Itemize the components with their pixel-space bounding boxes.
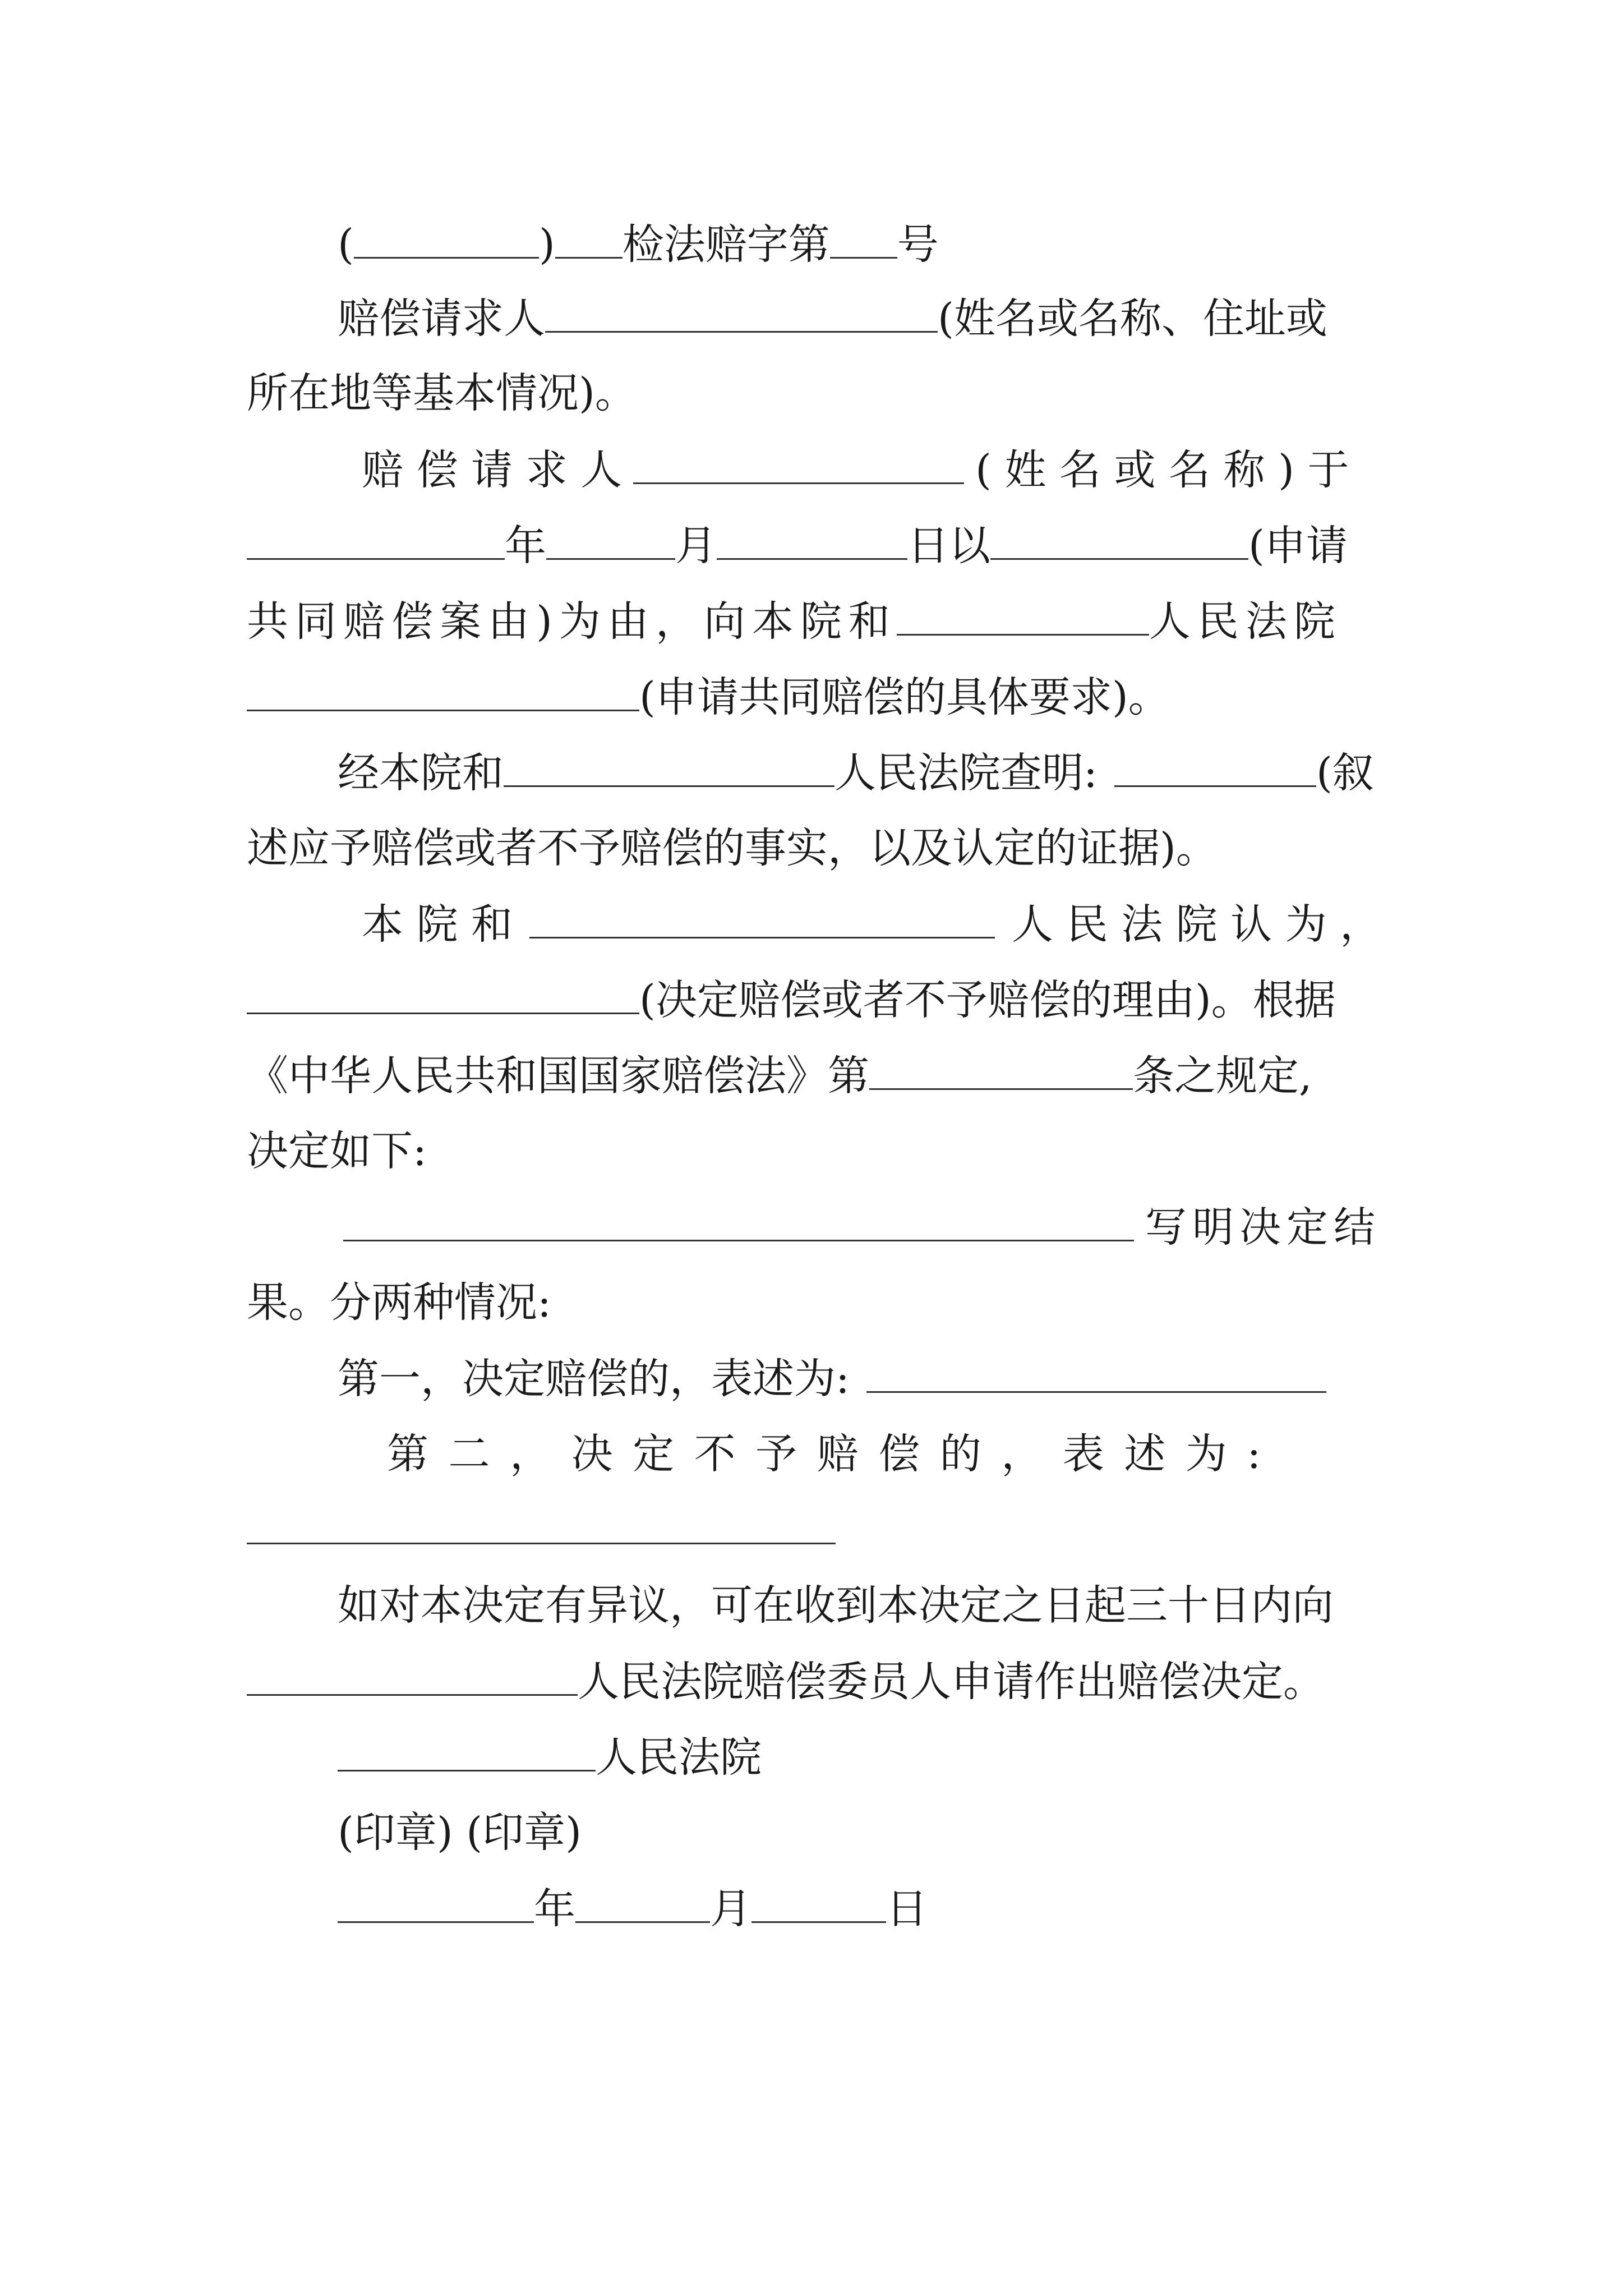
opinion-court-blank: [529, 903, 995, 938]
request-claimant-label: 赔 偿 请 求 人: [362, 446, 623, 494]
request-line-3: [247, 597, 1342, 646]
appeal-line-2: [247, 1658, 1325, 1706]
finding-court-blank: [504, 752, 834, 787]
opinion-line-2: [247, 976, 1336, 1024]
opinion-line-3: [247, 1052, 1312, 1100]
result-note-cont: 果。分两种情况:: [247, 1278, 551, 1327]
claimant-label: 赔偿请求人: [338, 295, 545, 343]
result-line-1: [343, 1203, 1381, 1251]
sign-month-blank: [575, 1888, 710, 1923]
claimant-line-2: [247, 369, 637, 417]
result-blank: [343, 1206, 1134, 1241]
request-line-2: [247, 522, 1348, 570]
sign-month-label: 月: [710, 1885, 751, 1933]
year-label: 年: [505, 522, 546, 570]
finding-start: 经本院和: [338, 749, 504, 797]
year-blank: [354, 223, 539, 259]
seal-line: [338, 1809, 582, 1857]
request-month-blank: [546, 524, 675, 560]
finding-line-2: [247, 824, 1218, 872]
court-abbrev-blank: [555, 223, 623, 259]
law-article-suffix: 条之规定,: [1133, 1052, 1312, 1100]
sign-day-label: 日: [886, 1885, 928, 1933]
decision-lead: 决定如下:: [247, 1127, 427, 1175]
finding-end: (叙: [1316, 749, 1374, 797]
request-cause-text: 共同赔偿案由)为由，向本院和: [247, 597, 897, 646]
compensate-line: [338, 1355, 1326, 1403]
signature-date-line: [338, 1885, 928, 1933]
sign-day-blank: [751, 1888, 886, 1923]
open-paren: (: [338, 220, 354, 269]
doc-number-suffix: 号: [897, 220, 939, 269]
finding-middle: 人民法院查明:: [834, 749, 1098, 797]
appeal-text: 如对本决定有异议，可在收到本决定之日起三十日内向: [338, 1581, 1334, 1630]
appeal-text-cont: 人民法院赔偿委员人申请作出赔偿决定。: [578, 1658, 1325, 1706]
signature-court-blank: [338, 1736, 596, 1772]
opinion-reason-blank: [247, 979, 639, 1014]
opinion-line-1: [362, 900, 1382, 949]
sign-year-blank: [338, 1888, 534, 1923]
no-compensate-text: 第 二 ， 决 定 不 予 赔 偿 的 ， 表 述 为 :: [387, 1430, 1265, 1478]
no-compensate-blank: [247, 1509, 836, 1544]
signature-court-label: 人民法院: [596, 1733, 762, 1782]
request-reason-blank: [990, 524, 1248, 560]
appeal-line-1: [338, 1581, 1334, 1630]
request-year-blank: [247, 524, 505, 560]
request-demand-blank: [247, 676, 639, 711]
opinion-start: 本 院 和: [362, 900, 513, 949]
opinion-line-4: [247, 1127, 427, 1175]
result-line-2: [247, 1278, 551, 1327]
request-line-1: [362, 446, 1349, 494]
no-compensate-blank-line: [247, 1509, 836, 1551]
finding-note: 述应予赔偿或者不予赔偿的事实，以及认定的证据)。: [247, 824, 1218, 872]
day-by-label: 日以: [907, 522, 990, 570]
reason-label: (申请: [1248, 522, 1348, 570]
finding-facts-blank: [1114, 752, 1316, 787]
appeal-court-blank: [247, 1660, 578, 1696]
claimant-blank: [545, 297, 938, 333]
number-blank: [830, 223, 897, 259]
request-claimant-blank: [633, 449, 964, 484]
seal-text: (印章) (印章): [338, 1809, 582, 1857]
law-article-blank: [869, 1055, 1133, 1090]
no-compensate-line: [387, 1430, 1265, 1478]
request-line-4: [247, 673, 1170, 721]
doc-number-text: 检法赔字第: [622, 220, 830, 269]
request-demand-note: (申请共同赔偿的具体要求)。: [639, 673, 1170, 721]
opinion-end: 人 民 法 院 认 为 ，: [1012, 900, 1382, 949]
opinion-reason-note: (决定赔偿或者不予赔偿的理由)。根据: [639, 976, 1336, 1024]
law-reference: 《中华人民共和国国家赔偿法》第: [247, 1052, 869, 1100]
claimant-line: [338, 295, 1327, 343]
result-note: 写明决定结: [1145, 1203, 1381, 1251]
month-label: 月: [675, 522, 717, 570]
claimant-note: (姓名或名称、住址或: [938, 295, 1327, 343]
request-day-blank: [717, 524, 907, 560]
request-court-label: 人民法院: [1149, 597, 1342, 646]
signature-court-line: [338, 1733, 762, 1782]
document-number-line: [338, 220, 939, 269]
request-court-blank: [897, 600, 1149, 636]
compensate-blank: [866, 1358, 1326, 1393]
close-paren: ): [538, 220, 555, 269]
claimant-note-cont: 所在地等基本情况)。: [247, 369, 637, 417]
sign-year-label: 年: [534, 1885, 575, 1933]
compensate-text: 第一，决定赔偿的，表述为:: [338, 1355, 850, 1403]
request-name-note: ( 姓 名 或 名 称 ) 于: [975, 446, 1349, 494]
finding-line-1: [338, 749, 1374, 797]
